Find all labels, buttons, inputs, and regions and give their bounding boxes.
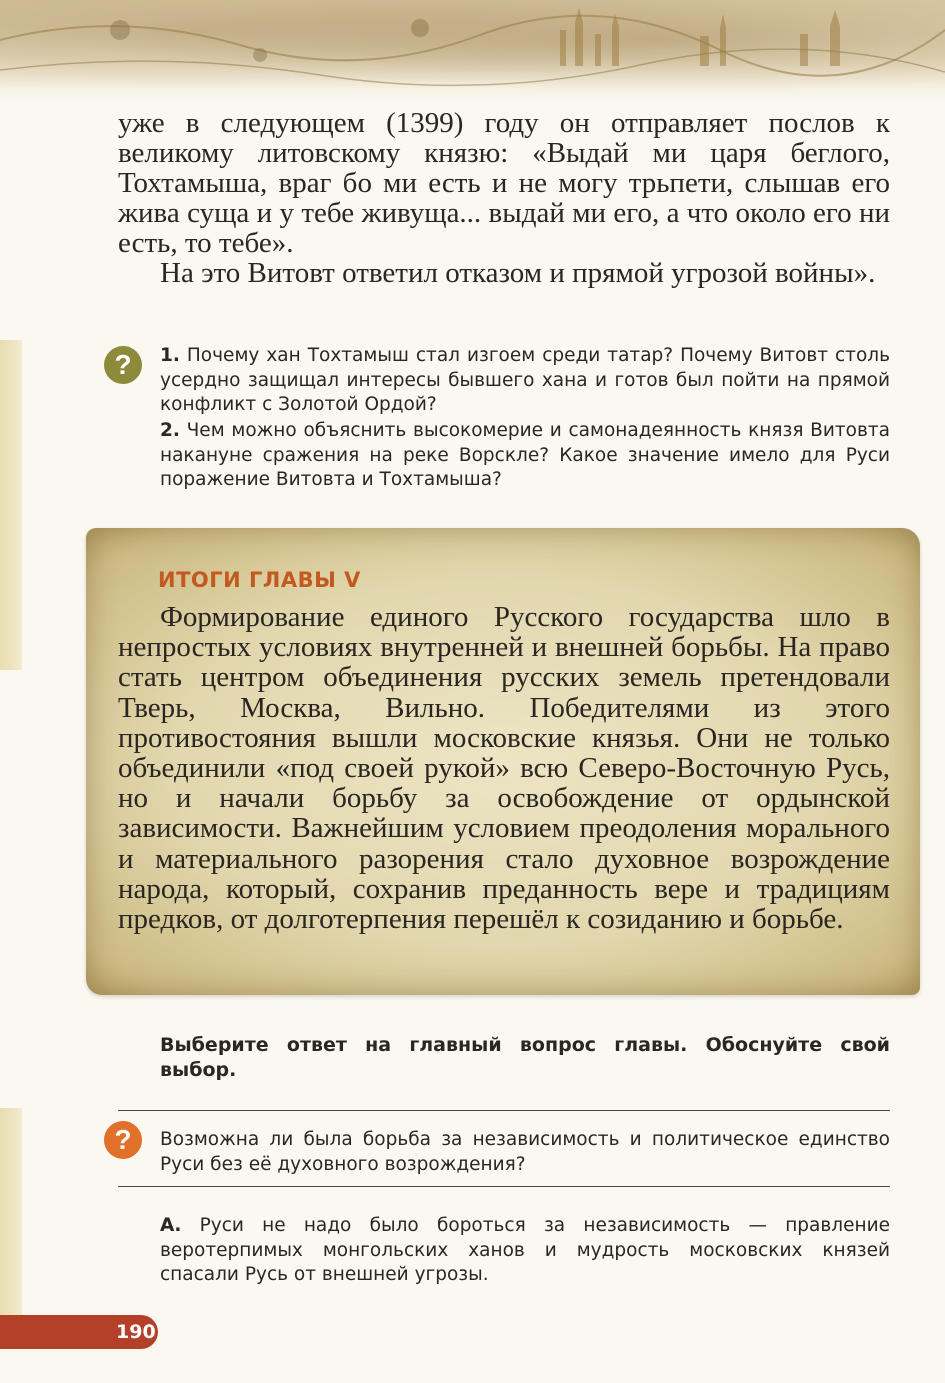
divider-bottom (118, 1186, 890, 1187)
answer-a (160, 1214, 890, 1288)
answer-a-text: Руси не надо было бороться за независимость — правление веротерпимых монгольских ханов и мудрость московских князей спасали Русь от внешней угрозы. (160, 1215, 890, 1285)
question-mark-icon: ? (104, 1121, 142, 1159)
question-1 (160, 344, 890, 418)
intro-paragraph-2: На это Витовт ответил отказом и прямой угрозой войны». (160, 257, 876, 289)
map-illustration (0, 0, 945, 100)
main-question: Возможна ли была борьба за независимость и политическое единство Руси без её духовного возрождения? (160, 1129, 890, 1175)
question-mark-icon: ? (104, 346, 142, 384)
page-number: 190 (116, 1321, 156, 1343)
question-2 (160, 419, 890, 493)
summary-text: Формирование единого Русского государства шло в непростых условиях внутренней и внешней борьбы. На право стать центром объединения русских земель претендовали Тверь, Москва, Вильно. Победителями из этого противостояния вышли московские князья. Они не только объединили «под своей рукой» всю Северо-Восточную Русь, но и начали борьбу за освобождение от ордынской зависимости. Важнейшим условием преодоления морального и материального разорения стало духовное возрождение народа, который, сохранив преданность вере и традициям предков, от долготерпения перешёл к созиданию и борьбе. (118, 601, 890, 936)
header-map-banner (0, 0, 945, 100)
task-instruction: Выберите ответ на главный вопрос главы. Обоснуйте свой выбор. (160, 1034, 890, 1081)
question-2-text: Чем можно объяснить высокомерие и самонадеянность князя Витовта накануне сражения на реке Ворскле? Какое значение имело для Руси поражение Витовта и Тохтамыша? (160, 420, 890, 490)
answer-a-label: А. (160, 1215, 182, 1236)
question-1-text: Почему хан Тохтамыш стал изгоем среди татар? Почему Витовт столь усердно защищал интересы бывшего хана и готов был пойти на прямой конфликт с Золотой Ордой? (160, 345, 890, 415)
question-1-number: 1. (160, 345, 180, 366)
intro-paragraph: уже в следующем (1399) году он отправляет послов к великому литовскому князю: «Выдай ми царя беглого, Тохтамыша, враг бо ми есть и не могу трьпети, слышав его жива суща и у тебе живуща... выдай ми его, а что около его ни есть, то тебе». (118, 107, 890, 259)
divider-top (118, 1110, 890, 1111)
side-decoration-strip (0, 1108, 22, 1318)
summary-title: ИТОГИ ГЛАВЫ V (158, 568, 361, 592)
question-2-number: 2. (160, 420, 180, 441)
side-decoration-strip (0, 340, 22, 670)
